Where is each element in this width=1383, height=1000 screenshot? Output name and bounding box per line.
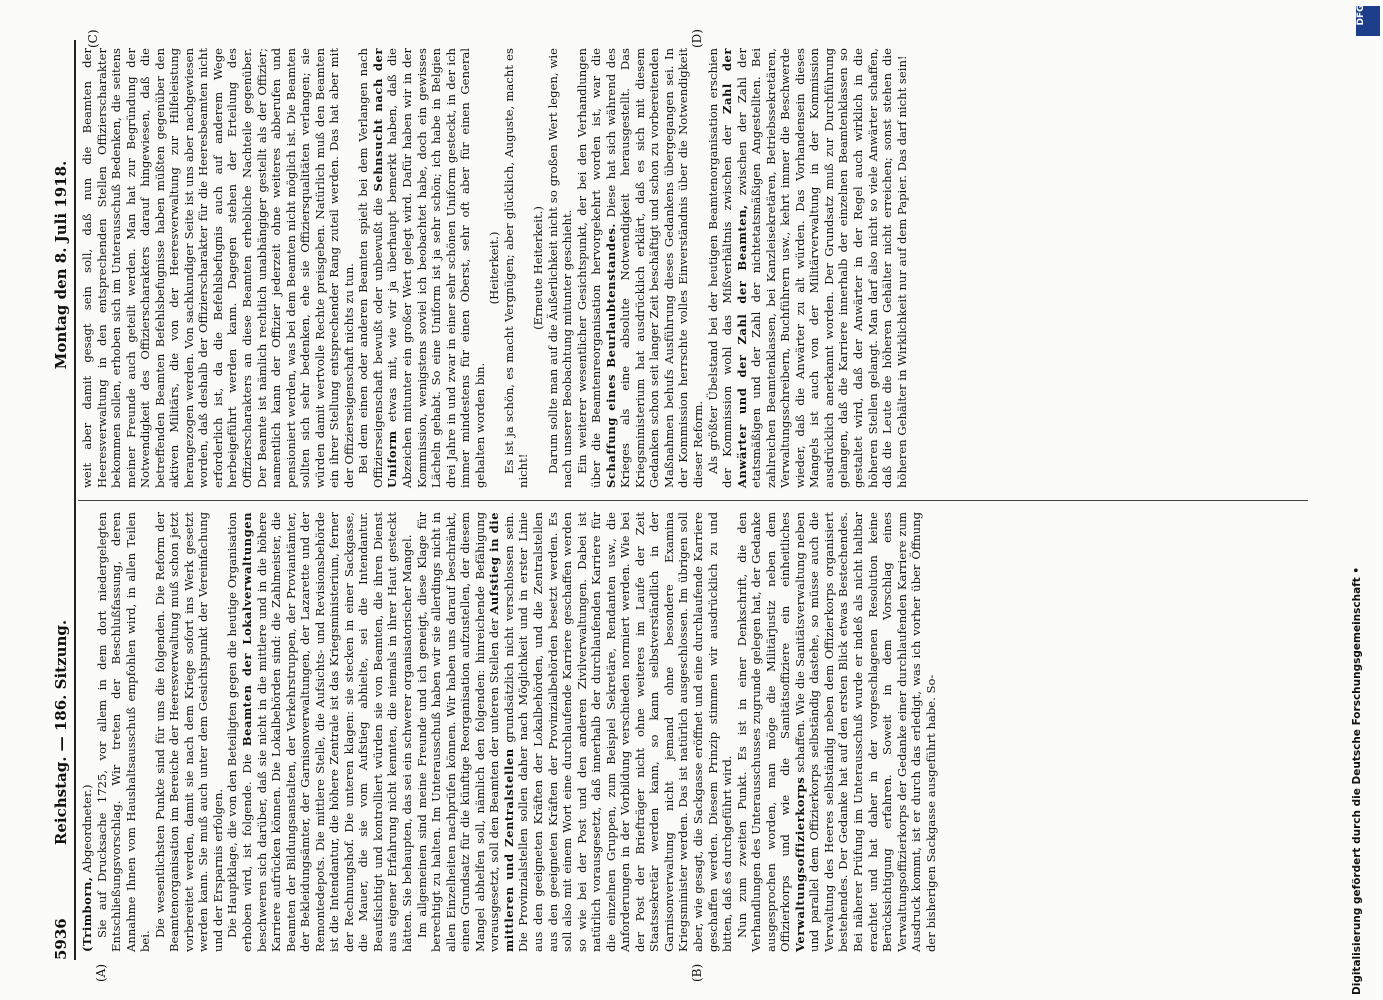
paragraph: Darum sollte man auf die Äußerlichkeit nicht so großen Wert legen, wie nach unserer Beobachtung mitunter geschieht. [545, 48, 575, 488]
margin-marker-c: (C) [86, 29, 100, 48]
heiterkeit-note: (Heiterkeit.) [487, 231, 502, 305]
header-date: Montag den 8. Juli 1918. [52, 160, 70, 370]
header-title: Reichstag. — 186. Sitzung. [52, 619, 70, 846]
paragraph: Die wesentlichsten Punkte sind für uns die folgenden. Die Reform der Beamtenorganisation im Bereiche der Heeresverwaltung muß schon jetzt vorbereitet werden, damit sie nach dem Kriege sofort ins Werk gesetzt werden kann. Sie muß auch unter dem Gesichtspunkt der Vereinfachung und der Ersparnis erfolgen. [152, 512, 225, 952]
paragraph [415, 512, 735, 952]
text-run: schaffen. Wie die Sanitätsverwaltung neben und parallel dem Offizierkorps selbständig dastehe, so müsse auch die Verwaltung des Heeres selbständig neben dem Offizierkorps organisiert bestehendes. Der Gedanke hat auf den ersten Blick etwas Bestechendes. Bei näherer Prüfung im Unterausschuß wurde er indeß als nicht haltbar erachtet und hat daher in der vorgeschlagenen Resolution keine Berücksichtigung erfahren. Soweit in dem Vorschlag eines Verwaltungsoffizierkorps der Gedanke einer durchlaufenden Karriere zum Ausdruck kommt, ist er durch das erledigt, was ich vorher über Öffnung der bisherigen Sackgasse ausgeführt habe. So- [792, 512, 938, 952]
paragraph [735, 512, 939, 952]
right-column [80, 48, 909, 488]
text-run: etwas mit, wie wir ja überhaupt bemerkt haben, daß die Abzeichen mitunter ein großer Wert gelegt wird. Dafür haben wir in der Kommission, wenigstens soviel ich beobachtet habe, doch ein gewisses Lächeln gehabt. So eine Uniform ist ja sehr schön; ich habe in Belgien drei Jahre in und zwar in einer sehr schönen Uniform gesteckt, in der ich immer mindestens für einen Oberst, sehr oft aber für einen General gehalten worden bin. [385, 48, 487, 488]
paragraph: Es ist ja schön, es macht Vergnügen; aber glücklich, Auguste, macht es nicht! [501, 48, 531, 488]
dfg-logo-text: DFG [1356, 4, 1366, 26]
digitization-credit: Digitalisierung gefördert durch die Deutsche Forschungsgemeinschaft • [1351, 566, 1363, 995]
rotated-page [50, 29, 1325, 982]
emphasis: Beamten der Lokalverwaltungen [240, 512, 255, 747]
speaker-role: Abgeordneter.) [80, 784, 94, 873]
emphasis: Verwaltungsoffizierkorps [792, 776, 807, 952]
paragraph: weit aber damit gesagt sein soll, daß nun die Beamten der Heeresverwaltung in den entsprechenden Stellen Offizierscharakter bekommen sollen, erhoben sich im Unterausschuß Bedenken, die seitens meiner Freunde auch geteilt werden. Man hat zur Begründung der Notwendigkeit des Offizierscharakters darauf hingewiesen, daß die betreffenden Beamten Befehlsbefugnisse haben müßten gegenüber den aktiven Militärs, die von der Heeresverwaltung zur Hilfeleistung herangezogen werden. Von sachkundiger Seite ist uns aber nachgewiesen worden, daß deshalb der Offizierscharakter für die Heeresbeamten nicht erforderlich ist, da die Befehlsbefugnis auch auf anderem Wege herbeigeführt werden kann. Dagegen stehen der Erteilung des Offizierscharakters an diese Beamten erhebliche Nachteile gegenüber. Der Beamte ist nämlich rechtlich unabhängiger gestellt als der Offizier; namentlich kann der Offizier jederzeit ohne weiteres abberufen und pensioniert werden, was bei dem Beamten nicht möglich ist. Die Beamten sollten sich sehr bedenken, ehe sie Offiziersqualitäten verlangen; sie würden damit wertvolle Rechte preisgeben. Natürlich muß den Beamten ein ihrer Stellung entsprechender Rang zuteil werden. Das hat aber mit der Offizierseigenschaft nichts zu tun. [80, 48, 356, 488]
emphasis: Zahl der Anwärter und der Zahl der Beamten, [720, 47, 749, 488]
speaker-line [80, 512, 95, 952]
text-run: Diese hat sich während des Krieges als eine absolute Notwendigkeit herausgestellt. Das Kriegsministerium hat ausdrücklich erklärt, daß es sich mit diesem Gedanken schon seit langer Zeit beschäftigt und schon zu vorbereitenden Maßnahmen behufs Ausführung dieses Gedankens übergegangen sei. In der Kommission herrschte volles Einverständnis über die Notwendigkeit dieser Reform. [603, 48, 705, 488]
text-run: beschweren sich darüber, daß sie nicht in die mittlere und in die höhere Karriere aufrücken können. Die Lokalbehörden sind: die Zahlmeister, die Beamten der Bildungsanstalten, der Verkehrstruppen, der Proviantämter, der Bekleidungsämter, der Garnisonverwaltungen, der Lazarette und der Remontedepots. Die mittlere Stelle, die Aufsichts- und Revisionsbehörde ist die Intendantur, die höhere Zentrale ist das Kriegsministerium, ferner der Rechnungshof. Die unteren klagen: sie stecken in einer Sackgasse, die Mauer, die sie vom Aufstieg abhielte, sei die Intendantur. Beaufsichtigt und kontrolliert würden sie von Beamten, die ihren Dienst aus eigener Erfahrung nicht kennten, die niemals in ihrer Haut gesteckt hätten. Sie behaupten, das sei ein schwerer organisatorischer Mangel. [254, 512, 415, 952]
text-run: Die Hauptklage, die von den Beteiligten gegen die heutige Organisation erhoben wird, ist folgende. Die [225, 512, 255, 952]
left-column [80, 512, 938, 952]
page-header [50, 40, 76, 960]
text-run: Im allgemeinen sind meine Freunde und ich geneigt, diese Klage für berechtigt zu halten. Im Unterausschuß haben wir sie allerdings nicht in allen Einzelheiten nachprüfen können. Wir haben uns darauf beschränkt, einen Grundsatz für die künftige Reorganisation aufzustellen, der diesem Mangel abhelfen soll, nämlich den folgenden: hinreichende Befähigung vorausgesetzt, soll den Beamten der unteren Stellen der [414, 512, 502, 952]
heiterkeit-note: (Erneute Heiterkeit.) [530, 206, 545, 330]
text-run: Nun zum zweiten Punkt. Es ist in einer Denkschrift, die den Verhandlungen des Unterausschusses zugrunde gelegen hat, der Gedanke ausgesprochen worden, man möge die Militärjustiz neben dem Offizierkorps und wie die Sanitätsoffiziere ein einheitliches [734, 512, 793, 952]
paragraph [356, 48, 487, 488]
paragraph: Sie auf Drucksache 1725, vor allem in dem dort niedergelegten Entschließungsvorschlag. Wir treten der Beschlußfassung, deren Annahme Ihnen vom Haushaltsausschuß empfohlen wird, in allen Teilen bei. [94, 512, 153, 952]
paragraph [575, 48, 706, 488]
column-divider [78, 500, 1308, 501]
paragraph [225, 512, 414, 952]
emphasis: Sehnsucht nach der Uniform [370, 48, 400, 488]
margin-marker-d: (D) [690, 29, 704, 48]
speaker-name: (Trimborn, [80, 876, 94, 952]
text-run: Bei dem einen oder anderen Beamten spielt bei dem Verlangen nach Offizierseigenschaft bewußt oder unbewußt die [356, 48, 385, 488]
margin-marker-b: (B) [690, 963, 704, 982]
emphasis: Aufstieg in die mittleren und Zentralstellen [487, 511, 516, 952]
header-rule [74, 40, 76, 960]
text-run: grundsätzlich nicht verschlossen sein. Die Provinzialstellen sollen daher nach Möglichkeit und in erster Linie aus den geeigneten Kräften der Lokalbehörden, und die Zentralstellen aus den geeigneten Kräften der Provinzialbehörden besetzt werden. Es soll also mit einem Wort eine durchlaufende Karriere geschaffen werden so wie bei der Post und den anderen Zivilverwaltungen. Dabei ist natürlich vorausgesetzt, daß innerhalb der durchlaufenden Karriere für die einzelnen Gruppen, zum Beispiel Sekretäre, Rendanten usw., die Anforderungen in der Vorbildung verschieden normiert werden. Wie bei der Post der Briefträger nicht ohne weiteres im Laufe der Zeit Staatssekretär werden kann, so kann selbstverständlich in der Garnisonverwaltung nicht jemand ohne besondere Examina Kriegsminister werden. Das ist natürlich ausgeschlossen. Im übrigen soll aber, wie gesagt, die Sackgasse eröffnet und eine durchlaufende Karriere geschaffen werden. Diesem Prinzip stimmen wir ausdrücklich zu und bitten, daß es durchgeführt wird. [501, 511, 735, 952]
text-run: Ein weiterer wesentlicher Gesichtspunkt, der bei den Verhandlungen über die Beamtenreorganisation hervorgekehrt worden ist, war die [574, 48, 604, 488]
page-number: 5936 [52, 918, 70, 960]
margin-marker-a: (A) [94, 963, 108, 982]
paragraph [706, 48, 910, 488]
emphasis: Schaffung eines Beurlaubtenstandes. [603, 223, 618, 488]
text-run: zwischen der Zahl der etatsmäßigen und der Zahl der nichtetatsmäßigen Angestellten. Bei zahlreichen Beamtenklassen, bei Kanzleisekretären, Betriebssekretären, Verwaltungsschreibern, Buchführern usw., kehrt immer die Beschwerde wieder, daß die Anwärter zu alt würden. Das Vorhandensein dieses Mangels ist auch von der Militärverwaltung in der Kommission ausdrücklich anerkannt worden. Der Grundsatz muß zur Durchführung gelangen, daß die Karriere innerhalb der einzelnen Beamtenklassen so gestaltet wird, daß der Anwärter in der Regel auch wirklich in die höheren Stellen gelangt. Man darf also nicht so viele Anwärter schaffen, daß die Leute die höheren Gehälter nicht erreichen; sonst stehen die höheren Gehälter in Wirklichkeit nur auf dem Papier. Das darf nicht sein! [734, 47, 909, 488]
text-run: Als größter Übelstand bei der heutigen Beamtenorganisation erschien der Kommission wohl das Mißverhältnis zwischen der [705, 48, 735, 488]
